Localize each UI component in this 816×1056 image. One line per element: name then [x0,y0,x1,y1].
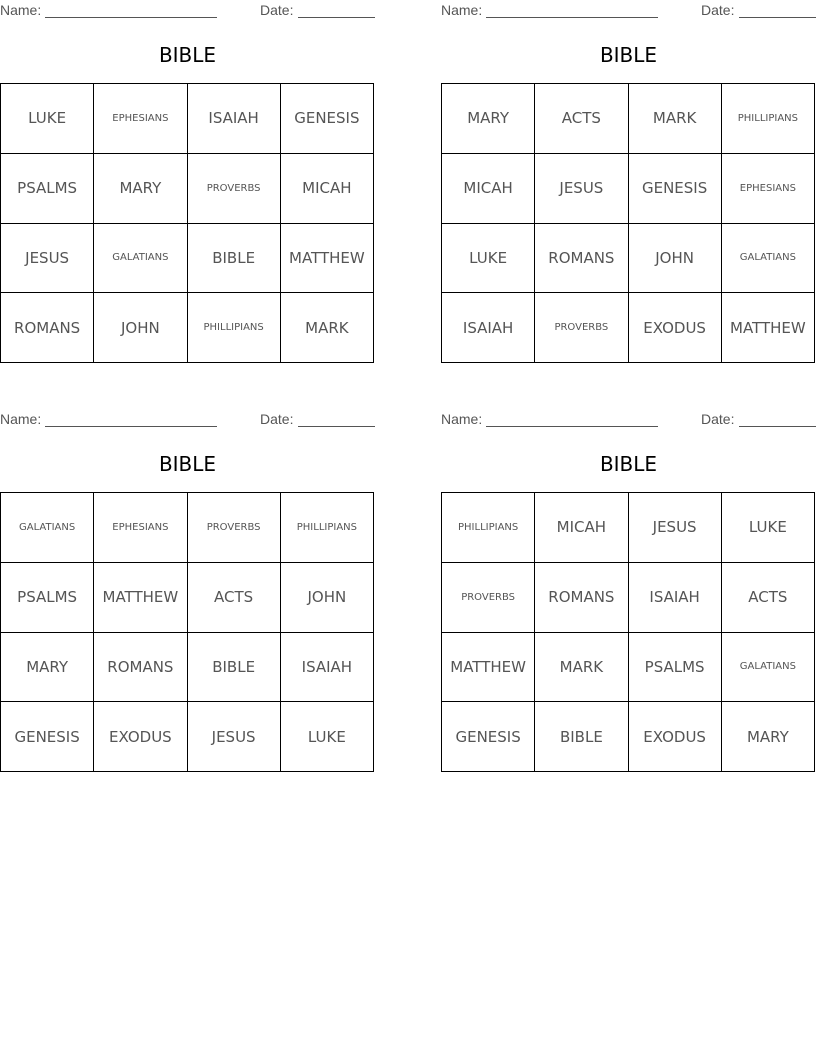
bingo-cell: JOHN [281,563,374,633]
bingo-cell: PHILLIPIANS [722,84,815,154]
card-header [441,2,816,20]
bingo-cell: PROVERBS [442,563,535,633]
date-label: Date: [260,411,294,427]
bingo-card [0,0,375,372]
bingo-cell: BIBLE [188,633,281,703]
bingo-cell: GALATIANS [94,224,187,294]
date-label: Date: [701,2,735,18]
date-blank-line [739,426,816,427]
bingo-cell: GENESIS [1,702,94,772]
bingo-cell: PROVERBS [188,154,281,224]
bingo-cell: PROVERBS [535,293,628,363]
bingo-cell: ACTS [188,563,281,633]
date-label: Date: [260,2,294,18]
bingo-cell: MICAH [535,493,628,563]
bingo-cell: JOHN [629,224,722,294]
bingo-cell: JOHN [94,293,187,363]
bingo-cell: GENESIS [281,84,374,154]
bingo-cell: ROMANS [1,293,94,363]
bingo-cell: ACTS [722,563,815,633]
bingo-cell: PHILLIPIANS [442,493,535,563]
bingo-cell: JESUS [188,702,281,772]
bingo-cell: LUKE [281,702,374,772]
bingo-card [0,409,375,781]
bingo-cell: PSALMS [1,563,94,633]
bingo-cell: LUKE [722,493,815,563]
bingo-cell: EXODUS [629,293,722,363]
bingo-cell: MARY [722,702,815,772]
bingo-cell: LUKE [1,84,94,154]
bingo-cell: ROMANS [535,224,628,294]
bingo-cell: PROVERBS [188,493,281,563]
name-label: Name: [0,2,42,18]
bingo-cell: PSALMS [629,633,722,703]
name-blank-line [486,426,658,427]
name-blank-line [486,17,658,18]
date-label: Date: [701,411,735,427]
bingo-cell: ROMANS [535,563,628,633]
bingo-cell: GENESIS [442,702,535,772]
bingo-cell: MARY [1,633,94,703]
card-title: BIBLE [599,452,658,476]
bingo-cell: EPHESIANS [94,493,187,563]
card-title: BIBLE [158,452,217,476]
name-blank-line [45,17,217,18]
name-label: Name: [441,411,483,427]
bingo-cell: MATTHEW [281,224,374,294]
bingo-cell: MICAH [442,154,535,224]
bingo-cell: GALATIANS [722,224,815,294]
bingo-cell: GENESIS [629,154,722,224]
bingo-cell: MARK [535,633,628,703]
bingo-card [441,0,816,372]
date-blank-line [739,17,816,18]
bingo-cell: MARY [94,154,187,224]
bingo-grid [441,492,815,772]
bingo-cell: MATTHEW [722,293,815,363]
card-header [441,411,816,429]
bingo-cell: BIBLE [188,224,281,294]
bingo-card [441,409,816,781]
bingo-cell: MICAH [281,154,374,224]
bingo-grid [0,83,374,363]
bingo-cell: EPHESIANS [722,154,815,224]
bingo-cell: EXODUS [94,702,187,772]
bingo-cell: JESUS [1,224,94,294]
card-header [0,2,375,20]
bingo-cell: PHILLIPIANS [188,293,281,363]
name-blank-line [45,426,217,427]
bingo-grid [0,492,374,772]
bingo-cell: MARK [629,84,722,154]
bingo-cell: MATTHEW [94,563,187,633]
bingo-cell: EXODUS [629,702,722,772]
card-title: BIBLE [158,43,217,67]
bingo-cell: LUKE [442,224,535,294]
date-blank-line [298,426,375,427]
name-label: Name: [441,2,483,18]
bingo-cell: MARK [281,293,374,363]
card-title: BIBLE [599,43,658,67]
bingo-cell: ISAIAH [281,633,374,703]
card-header [0,411,375,429]
bingo-cell: JESUS [535,154,628,224]
bingo-cell: MARY [442,84,535,154]
bingo-cell: BIBLE [535,702,628,772]
bingo-cell: JESUS [629,493,722,563]
bingo-cell: GALATIANS [1,493,94,563]
date-blank-line [298,17,375,18]
bingo-grid [441,83,815,363]
bingo-cell: PSALMS [1,154,94,224]
bingo-cell: ISAIAH [442,293,535,363]
bingo-cell: ISAIAH [629,563,722,633]
name-label: Name: [0,411,42,427]
bingo-cell: EPHESIANS [94,84,187,154]
bingo-cell: ISAIAH [188,84,281,154]
bingo-cell: MATTHEW [442,633,535,703]
bingo-cell: ACTS [535,84,628,154]
bingo-cell: ROMANS [94,633,187,703]
bingo-cell: GALATIANS [722,633,815,703]
bingo-cell: PHILLIPIANS [281,493,374,563]
